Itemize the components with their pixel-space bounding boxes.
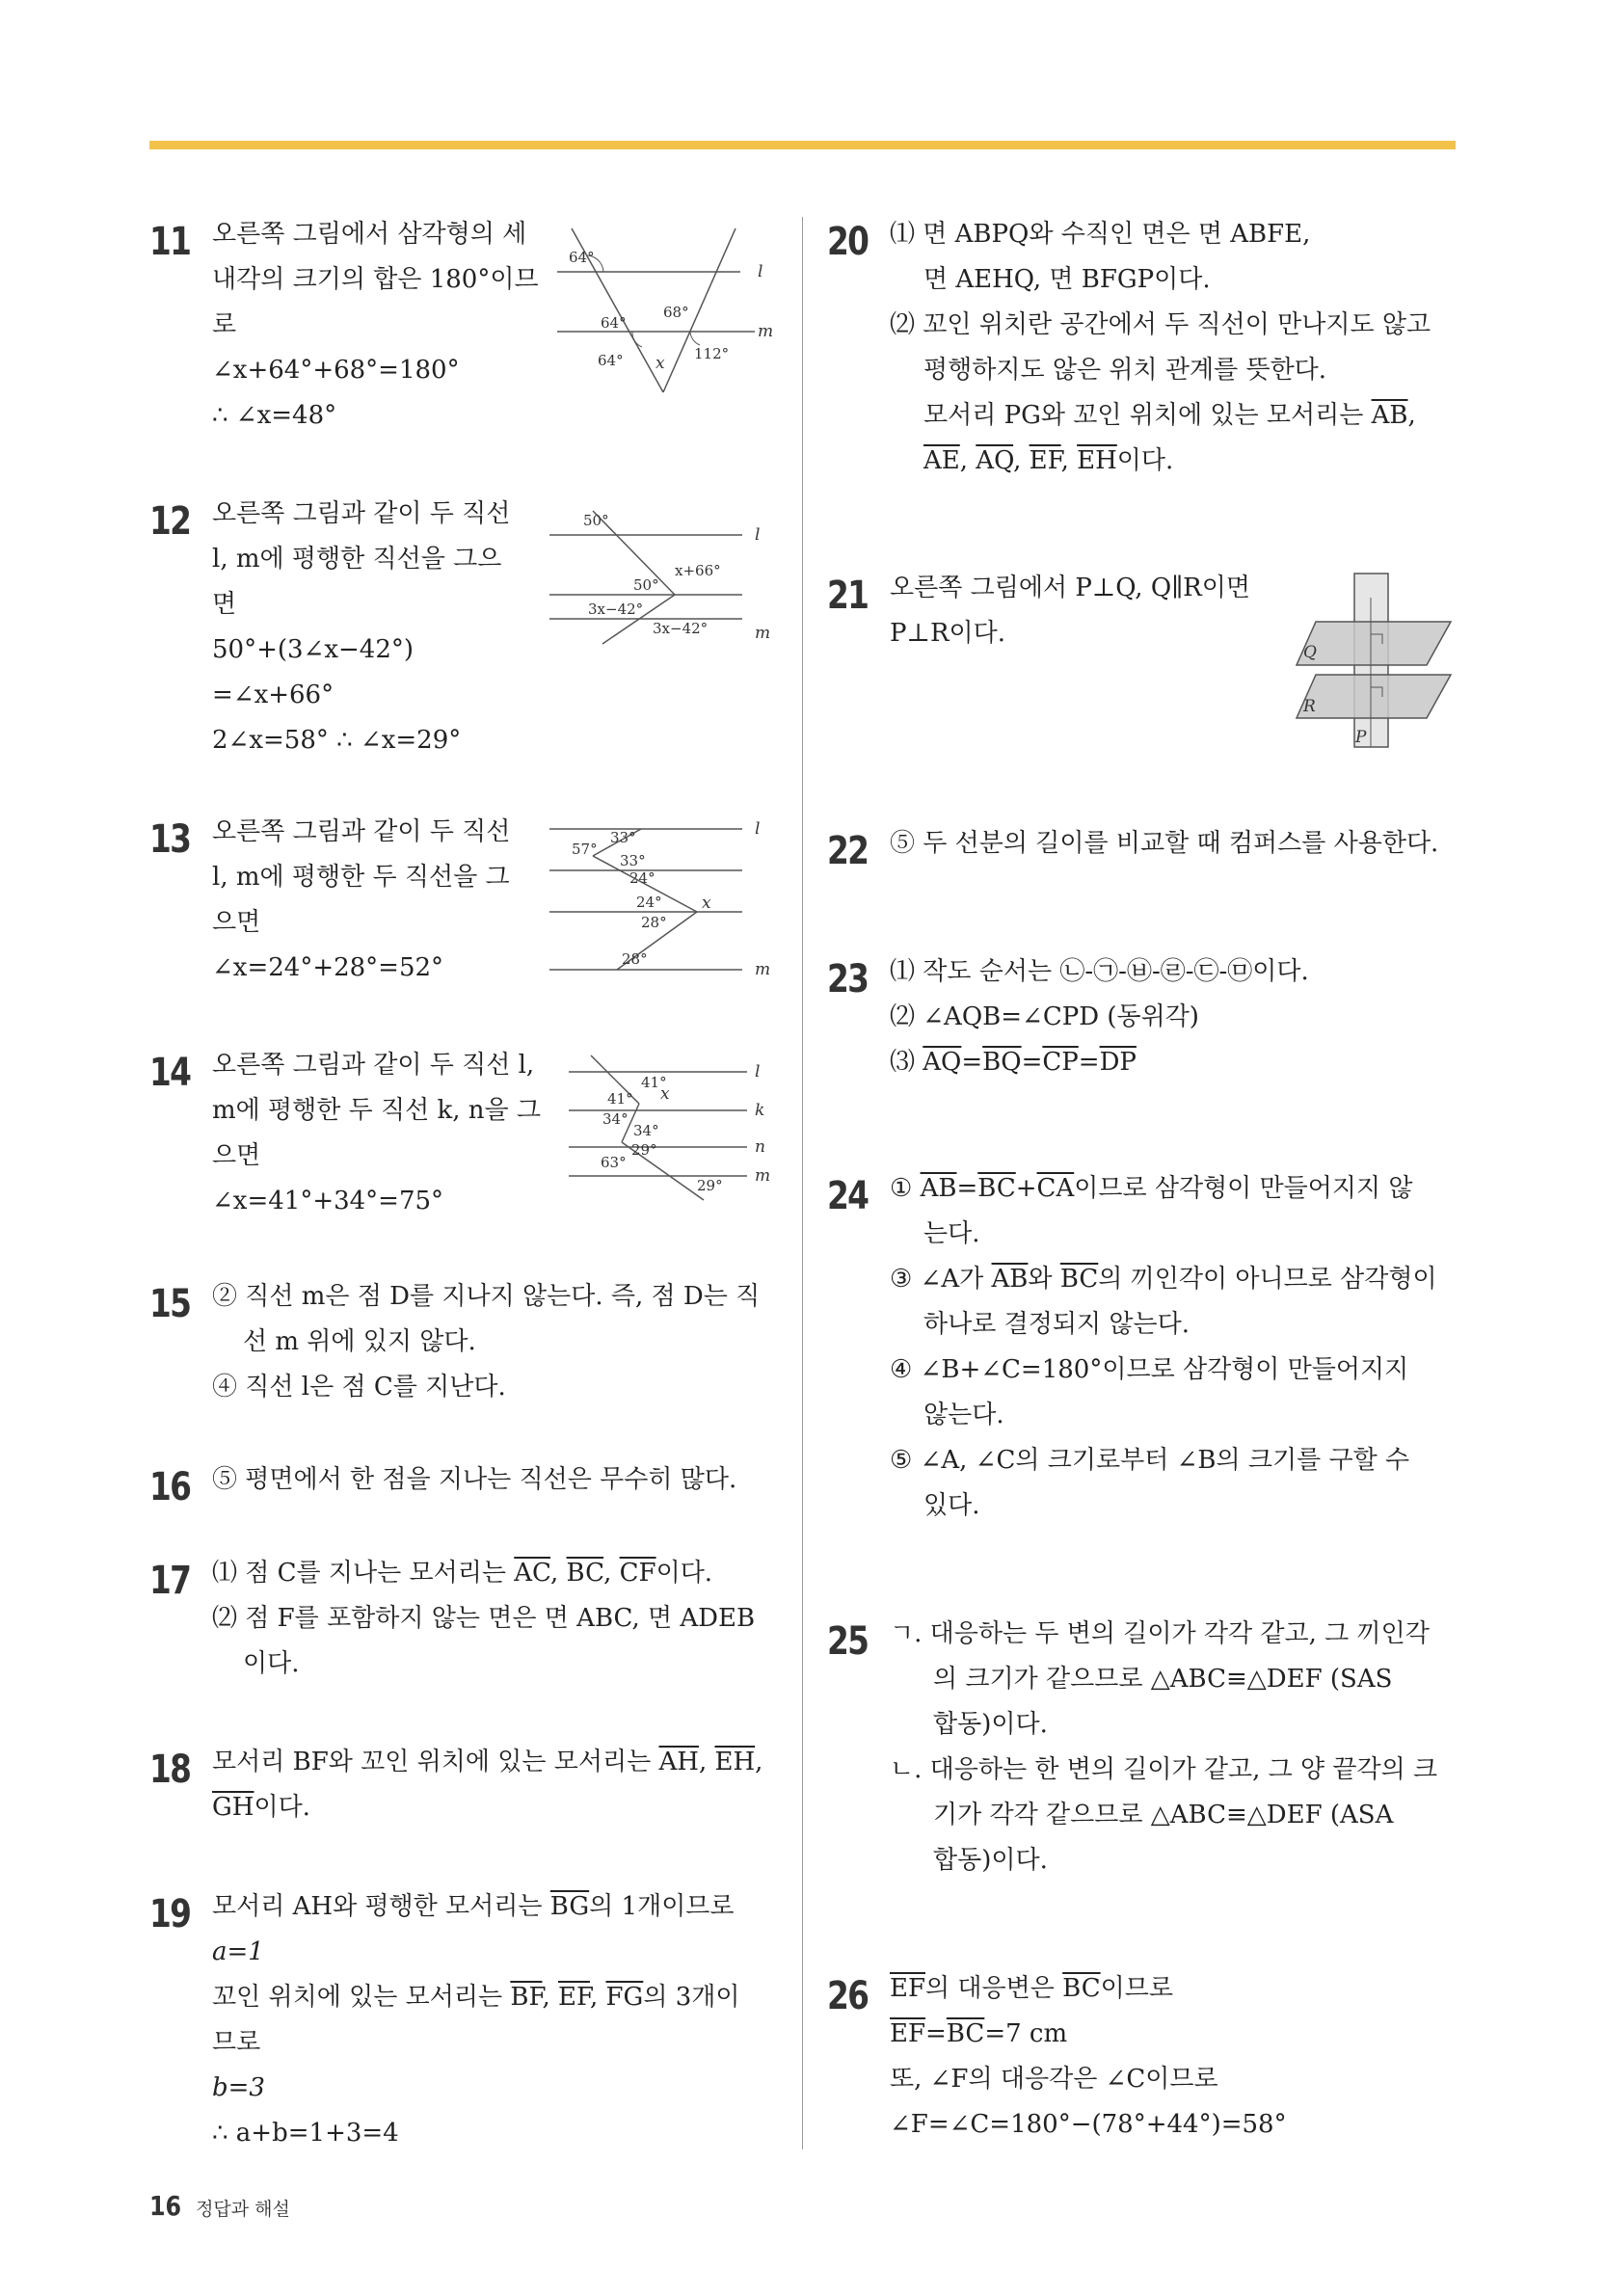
problem-number: 14 [149, 1051, 191, 1095]
solution-line: 2∠x=58° ∴ ∠x=29° [212, 726, 462, 755]
segment: $\overline{AB}$ [1371, 401, 1408, 430]
solution-line: ① $\overline{AB}=\overline{BC}+\overline{CA}$이므로 삼각형이 만들어지지 않 [890, 1174, 1413, 1203]
angle-label: 33° [610, 829, 636, 846]
angle-label: 29° [631, 1141, 657, 1159]
segment: $\overline{BC}$ [1062, 1974, 1101, 2003]
text-run: ③ ∠A가 [890, 1265, 984, 1294]
problem-number: 22 [827, 829, 869, 873]
line-label: k [755, 1101, 765, 1120]
segment: $\overline{EF}$ [890, 1974, 926, 2003]
solution-line: 오른쪽 그림에서 P⊥Q, Q∥R이면 [890, 574, 1250, 602]
segment: $\overline{GH}$ [212, 1793, 254, 1822]
text-run: 모서리 BF와 꼬인 위치에 있는 모서리는 [212, 1748, 652, 1776]
solution-line: ∴ a+b=1+3=4 [212, 2119, 399, 2148]
text-run: 이므로 [1100, 1974, 1173, 2003]
segment: $\overline{EH}$ [1077, 446, 1117, 475]
solution-line: ∠x+64°+68°=180° [212, 356, 460, 385]
text-run: 이다. [254, 1793, 310, 1822]
solution-line: 않는다. [923, 1401, 1004, 1429]
angle-label: 50° [583, 512, 609, 529]
solution-line: 오른쪽 그림과 같이 두 직선 [212, 817, 511, 846]
solution-line: ⑶ $\overline{AQ}=\overline{BQ}=\overline{CP}=\overline{DP}$ [890, 1048, 1137, 1077]
problem-number: 17 [149, 1559, 191, 1603]
segment: $\overline{CF}$ [619, 1559, 656, 1588]
solution-line: ∠x=24°+28°=52° [212, 953, 444, 982]
solution-line: m에 평행한 두 직선 k, n을 그 [212, 1096, 542, 1125]
solution-line: 선 m 위에 있지 않다. [243, 1327, 476, 1356]
plane-label: P [1355, 728, 1367, 747]
plane-label: Q [1303, 643, 1317, 662]
solution-line: 면 AEHQ, 면 BFGP이다. [923, 265, 1211, 294]
segment: $\overline{AB}$ [991, 1265, 1029, 1294]
footer-title: 정답과 해설 [196, 2199, 290, 2220]
solution-line [890, 1974, 1173, 2003]
solution-line: ② 직선 m은 점 D를 지나지 않는다. 즉, 점 D는 직 [212, 1282, 761, 1311]
segment: $\overline{EF}$ [1029, 446, 1061, 475]
text-run: 이다. [655, 1559, 713, 1588]
figure-12 [545, 501, 781, 646]
problem-number: 11 [149, 220, 191, 264]
solution-line: 꼬인 위치에 있는 모서리는 $\overline{BF}$, $\overline{EF}$, $\overline{FG}$의 3개이 [212, 1983, 740, 2012]
angle-label: 34° [633, 1122, 659, 1139]
solution-line: 의 크기가 같으므로 △ABC≡△DEF (SAS [933, 1665, 1393, 1694]
segment: $\overline{BC}$ [566, 1559, 604, 1588]
solution-line: $\overline{AE}$, $\overline{AQ}$, $\overline{EF}$, $\overline{EH}$이다. [923, 446, 1174, 475]
segment: $\overline{BQ}$ [982, 1048, 1022, 1077]
angle-label: 63° [601, 1154, 627, 1171]
text-run: 이므로 삼각형이 만들어지지 않 [1074, 1174, 1413, 1203]
solution-line: 있다. [923, 1491, 980, 1520]
solution-line: ⑵ ∠AQB=∠CPD (동위각) [890, 1002, 1199, 1031]
angle-label: 28° [622, 950, 648, 968]
angle-label: 68° [663, 304, 689, 321]
solution-line: $\overline{EF}=\overline{BC}=7$ cm [890, 2019, 1068, 2048]
solution-line: ∠F=∠C=180°−(78°+44°)=58° [890, 2110, 1287, 2139]
problem-number: 26 [827, 1974, 869, 2018]
angle-label: 3x−42° [588, 601, 644, 618]
figure-13 [545, 817, 781, 976]
line-label: m [755, 960, 771, 976]
solution-line: ⑵ 꼬인 위치란 공간에서 두 직선이 만나지도 않고 [890, 310, 1431, 339]
problem-number: 21 [827, 574, 869, 618]
segment: $\overline{BG}$ [549, 1892, 590, 1921]
segment: $\overline{AB}$ [920, 1174, 957, 1203]
problem-number: 12 [149, 499, 191, 544]
problem-number: 13 [149, 817, 191, 862]
solution-line: l, m에 평행한 두 직선을 그 [212, 863, 510, 892]
angle-label: 64° [601, 314, 627, 332]
segment: $\overline{AQ}$ [923, 1048, 962, 1077]
angle-label: 112° [694, 345, 730, 362]
solution-line: a=1 [212, 1937, 264, 1966]
solution-line: ∠x=41°+34°=75° [212, 1187, 444, 1215]
text-run: 와 [1028, 1265, 1053, 1294]
solution-line: ∴ ∠x=48° [212, 401, 337, 430]
text-run: =7 cm [984, 2019, 1068, 2048]
solution-line: 50°+(3∠x−42°) [212, 635, 415, 664]
line-label: l [755, 525, 761, 545]
text-run: 모서리 PG와 꼬인 위치에 있는 모서리는 [923, 401, 1364, 430]
solution-line: ⑴ 작도 순서는 ㉡-㉠-㉥-㉣-㉢-㉤이다. [890, 957, 1309, 986]
angle-label: 28° [641, 914, 667, 931]
text-run: ① [890, 1174, 913, 1203]
segment: $\overline{BC}$ [946, 2019, 985, 2048]
segment: $\overline{CP}$ [1042, 1048, 1079, 1077]
solution-line: 므로 [212, 2028, 261, 2057]
solution-line: 합동)이다. [933, 1710, 1048, 1739]
solution-line [212, 1793, 310, 1822]
angle-label: 24° [629, 869, 655, 887]
segment: $\overline{AC}$ [514, 1559, 551, 1588]
line-label: l [755, 1062, 761, 1081]
problem-number: 19 [149, 1892, 191, 1936]
segment: $\overline{CA}$ [1036, 1174, 1075, 1203]
angle-variable: x [660, 1084, 670, 1104]
text-run: 꼬인 위치에 있는 모서리는 [212, 1983, 503, 2012]
text-run: 의 3개이 [643, 1983, 740, 2012]
solution-line: 내각의 크기의 합은 180°이므 [212, 265, 539, 294]
solution-line: ⑴ 면 ABPQ와 수직인 면은 면 ABFE, [890, 220, 1311, 249]
solution-line: 하나로 결정되지 않는다. [923, 1310, 1190, 1339]
segment: $\overline{BC}$ [977, 1174, 1016, 1203]
angle-label: 41° [641, 1074, 667, 1091]
solution-line: 이다. [243, 1649, 300, 1678]
solution-line: ⑴ 점 C를 지나는 모서리는 $\overline{AC}$, $\overline{BC}$, $\overline{CF}$이다. [212, 1559, 713, 1588]
segment: $\overline{BF}$ [510, 1983, 543, 2012]
segment: $\overline{EH}$ [714, 1748, 756, 1776]
figure-11 [548, 224, 779, 397]
solution-line: 오른쪽 그림에서 삼각형의 세 [212, 220, 527, 249]
problem-number: 25 [827, 1619, 869, 1664]
angle-label: 57° [572, 841, 598, 858]
solution-line [890, 1265, 1437, 1294]
segment: $\overline{DP}$ [1099, 1048, 1137, 1077]
figure-14 [564, 1051, 781, 1210]
figure-21 [1292, 569, 1460, 761]
angle-label: 64° [569, 249, 595, 266]
angle-label: 33° [620, 852, 646, 869]
solution-line: 모서리 PG와 꼬인 위치에 있는 모서리는 $\overline{AB}$, [923, 401, 1416, 430]
solution-line: 으면 [212, 908, 261, 937]
solution-line: 합동)이다. [933, 1846, 1048, 1875]
solution-line: ㄴ. 대응하는 한 변의 길이가 같고, 그 양 끝각의 크 [890, 1755, 1438, 1784]
segment: $\overline{AH}$ [658, 1748, 699, 1776]
segment: $\overline{EF}$ [557, 1983, 590, 2012]
solution-line: 기가 각각 같으므로 △ABC≡△DEF (ASA [933, 1801, 1394, 1829]
angle-label: 29° [697, 1177, 723, 1194]
column-divider [802, 217, 803, 2149]
segment: $\overline{FG}$ [605, 1983, 644, 2012]
text-run: 모서리 AH와 평행한 모서리는 [212, 1892, 543, 1921]
line-label: m [755, 1166, 771, 1186]
problem-number: 18 [149, 1748, 191, 1792]
angle-label: 41° [607, 1090, 633, 1108]
problem-number: 16 [149, 1465, 191, 1509]
line-label: l [758, 262, 763, 281]
angle-label: x+66° [675, 562, 721, 579]
line-label: l [755, 819, 761, 839]
solution-line: 로 [212, 310, 237, 339]
solution-line: P⊥R이다. [890, 619, 1006, 648]
solution-line: 면 [212, 590, 237, 619]
header-accent-bar [149, 141, 1456, 149]
text-run: ⑶ [890, 1048, 916, 1077]
solution-line [212, 1892, 735, 1921]
plane-label: R [1303, 697, 1316, 716]
segment: $\overline{EF}$ [890, 2019, 926, 2048]
text-run: 의 대응변은 [925, 1974, 1055, 2003]
problem-number: 24 [827, 1174, 869, 1218]
solution-line: =∠x+66° [212, 681, 334, 709]
text-run: 의 끼인각이 아니므로 삼각형이 [1098, 1265, 1437, 1294]
line-label: m [758, 322, 774, 341]
problem-number: 15 [149, 1282, 191, 1326]
angle-label: 50° [633, 576, 659, 594]
angle-label: 3x−42° [653, 620, 709, 637]
solution-line: 으면 [212, 1141, 261, 1170]
solution-line: l, m에 평행한 직선을 그으 [212, 545, 502, 574]
solution-line: ④ ∠B+∠C=180°이므로 삼각형이 만들어지지 [890, 1355, 1409, 1384]
solution-line: ㄱ. 대응하는 두 변의 길이가 각각 같고, 그 끼인각 [890, 1619, 1430, 1648]
solution-line: 모서리 BF와 꼬인 위치에 있는 모서리는 $\overline{AH}$, $\overline{EH}$, [212, 1748, 763, 1776]
segment: $\overline{AE}$ [923, 446, 960, 475]
text-run: 이다. [1116, 446, 1174, 475]
solution-line: 오른쪽 그림과 같이 두 직선 [212, 499, 511, 528]
angle-label: 24° [636, 894, 662, 911]
solution-line: ⑤ ∠A, ∠C의 크기로부터 ∠B의 크기를 구할 수 [890, 1446, 1410, 1475]
problem-number: 23 [827, 957, 869, 1001]
solution-line: 평행하지도 않은 위치 관계를 뜻한다. [923, 356, 1327, 385]
page-number: 16 [149, 2190, 182, 2222]
angle-variable: x [702, 894, 711, 913]
text-run: 의 1개이므로 [589, 1892, 735, 1921]
solution-line: b=3 [212, 2073, 265, 2102]
line-label: n [755, 1137, 765, 1157]
angle-label: 64° [598, 352, 624, 369]
solution-line: 오른쪽 그림과 같이 두 직선 l, [212, 1051, 535, 1080]
solution-line: ⑵ 점 F를 포함하지 않는 면은 면 ABC, 면 ADEB [212, 1604, 756, 1633]
page-footer [149, 2190, 290, 2222]
problem-number: 20 [827, 220, 869, 264]
solution-line: 또, ∠F의 대응각은 ∠C이므로 [890, 2065, 1218, 2094]
solution-line: 는다. [923, 1219, 980, 1248]
angle-variable: x [655, 354, 665, 373]
solution-line: ⑤ 두 선분의 길이를 비교할 때 컴퍼스를 사용한다. [890, 829, 1439, 858]
solution-line: ④ 직선 l은 점 C를 지난다. [212, 1373, 506, 1402]
segment: $\overline{AQ}$ [976, 446, 1014, 475]
text-run: ⑴ 점 C를 지나는 모서리는 [212, 1559, 506, 1588]
angle-label: 34° [602, 1110, 629, 1128]
segment: $\overline{BC}$ [1059, 1265, 1099, 1294]
line-label: m [755, 624, 771, 643]
solution-line: ⑤ 평면에서 한 점을 지나는 직선은 무수히 많다. [212, 1465, 737, 1494]
